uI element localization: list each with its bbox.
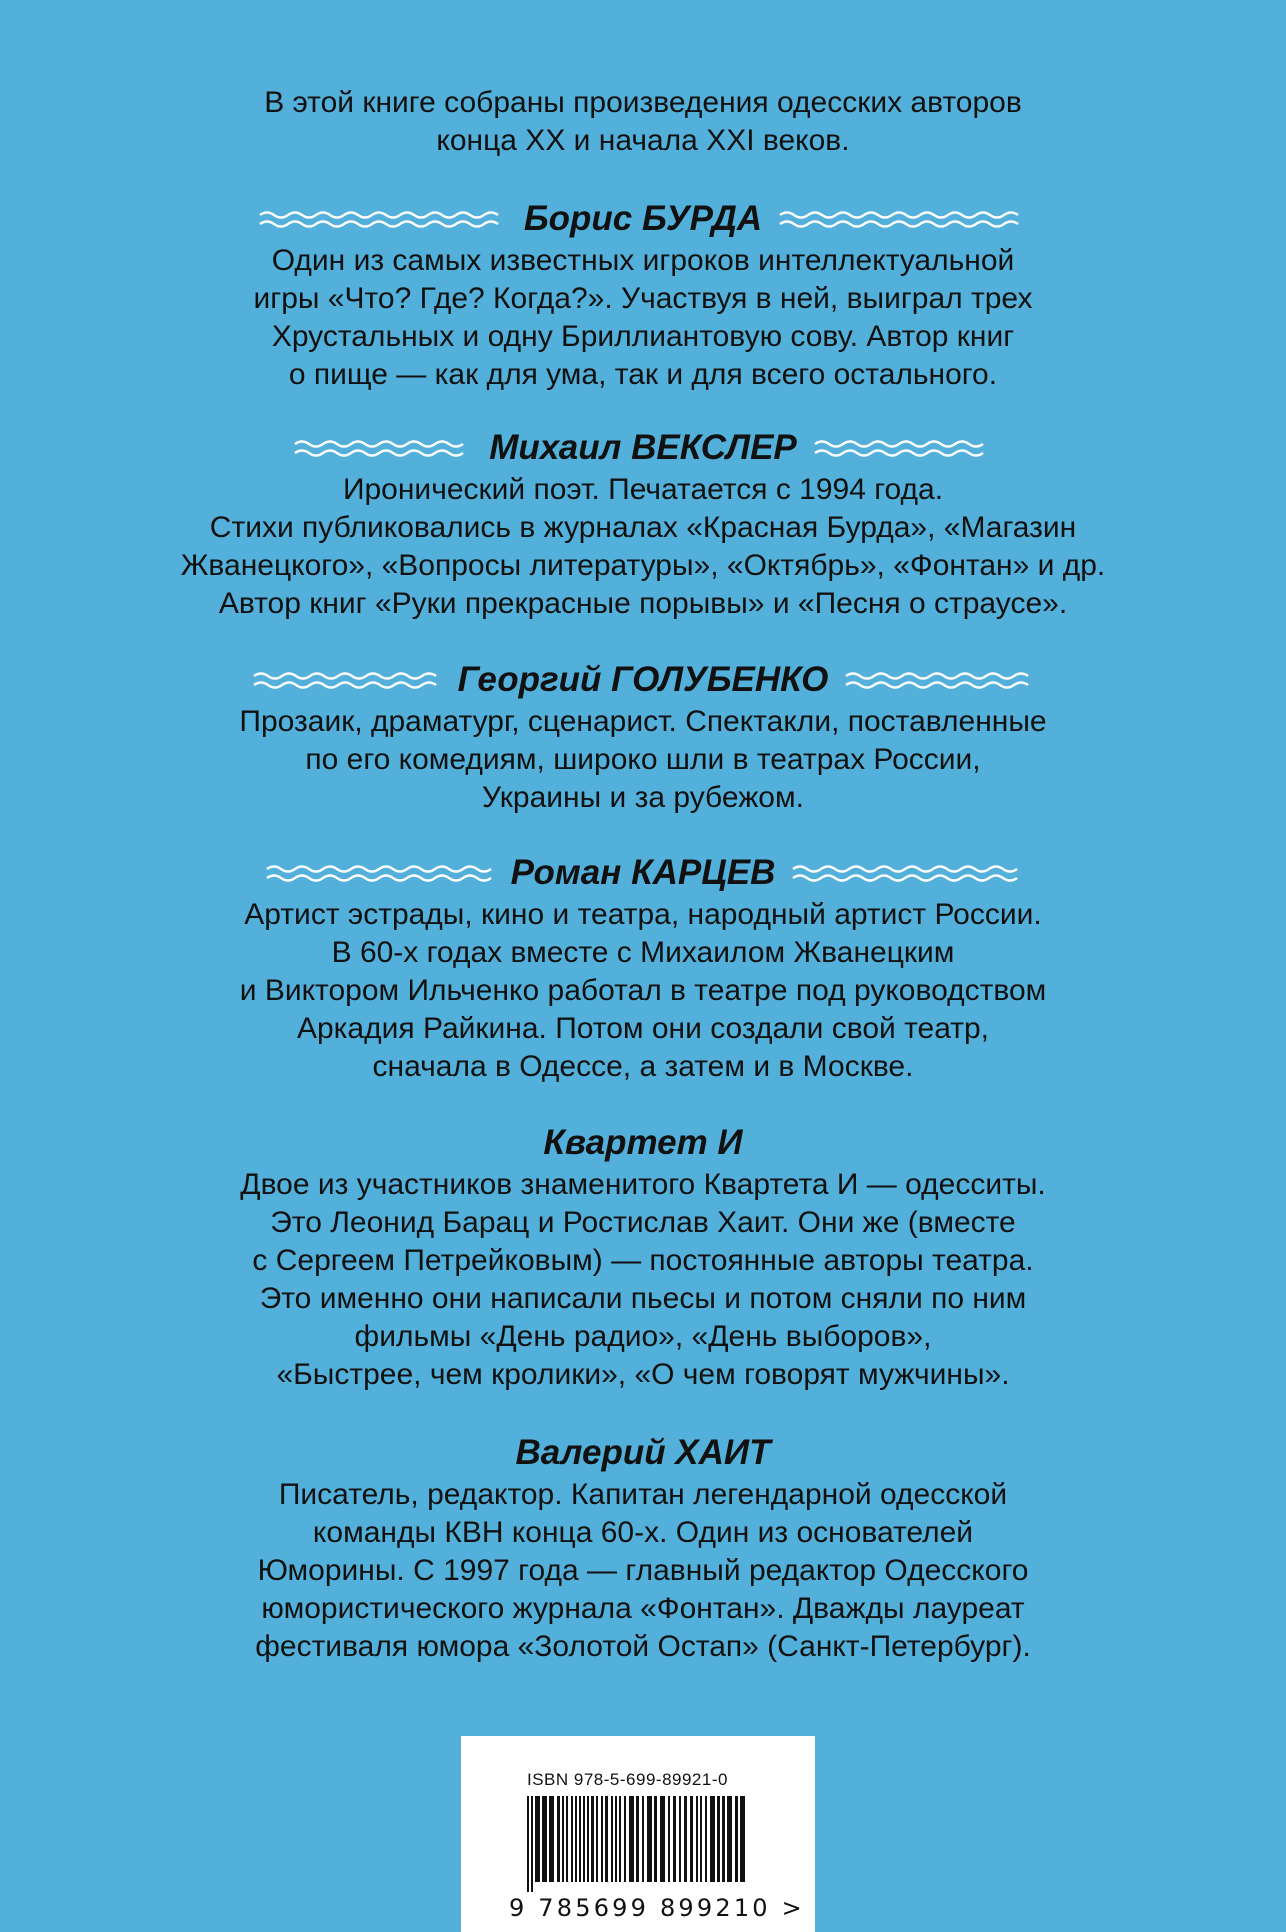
author-name: Борис БУРДА — [523, 199, 763, 238]
wave-decoration-right — [844, 669, 1034, 691]
bio-line: Автор книг «Руки прекрасные порывы» и «Песня о страусе». — [218, 587, 1068, 620]
author-bio — [0, 1476, 1286, 1666]
barcode-bar — [696, 1796, 698, 1882]
bio-line: фестиваля юмора «Золотой Остап» (Санкт-Петербург). — [255, 1630, 1031, 1663]
barcode-bar — [615, 1796, 617, 1882]
barcode-bar — [619, 1796, 621, 1882]
barcode-bar — [566, 1796, 568, 1882]
wave-decoration-left — [258, 208, 508, 230]
wave-line — [780, 222, 1018, 227]
bio-line: Это Леонид Барац и Ростислав Хаит. Они же (вместе — [270, 1206, 1016, 1239]
barcode-bar — [557, 1796, 560, 1882]
wave-line — [260, 213, 498, 218]
barcode-bar — [596, 1796, 598, 1882]
barcode-bar — [660, 1796, 665, 1882]
author-section-khait — [0, 1430, 1286, 1666]
barcode-bar — [575, 1796, 577, 1882]
barcode-bar — [705, 1796, 707, 1882]
wave-line — [815, 451, 983, 456]
wave-line — [254, 674, 436, 679]
barcode-bar — [605, 1796, 608, 1882]
author-heading — [0, 1120, 1286, 1166]
barcode-bar — [591, 1796, 594, 1882]
wave-line — [780, 213, 1018, 218]
barcode-bar — [562, 1796, 564, 1882]
bio-line: Двое из участников знаменитого Квартета И — одесситы. — [240, 1168, 1046, 1201]
author-name: Михаил ВЕКСЛЕР — [489, 428, 797, 467]
isbn-text: ISBN 978-5-699-89921-0 — [527, 1770, 728, 1789]
author-section-kartsev — [0, 850, 1286, 1086]
bio-line: игры «Что? Где? Когда?». Участвуя в ней, выиграл трех — [253, 282, 1033, 315]
barcode-bar — [722, 1796, 725, 1882]
bio-line: по его комедиям, широко шли в театрах России, — [305, 743, 981, 776]
author-section-golubenko — [0, 657, 1286, 817]
wave-decoration-left — [252, 669, 442, 691]
barcode-panel — [461, 1736, 815, 1932]
barcode-bar — [717, 1796, 720, 1882]
intro-text — [0, 84, 1286, 160]
author-bio — [0, 471, 1286, 623]
wave-line — [793, 867, 1017, 872]
wave-line — [267, 876, 491, 881]
bio-line: и Виктором Ильченко работал в театре под руководством — [239, 974, 1047, 1007]
intro-line: В этой книге собраны произведения одесских авторов — [264, 86, 1022, 119]
bio-line: В 60-х годах вместе с Михаилом Жванецким — [331, 936, 955, 969]
wave-decoration-right — [813, 437, 993, 459]
wave-line — [793, 876, 1017, 881]
barcode-bar — [679, 1796, 681, 1882]
barcode-bar — [740, 1796, 745, 1882]
bio-line: о пище — как для ума, так и для всего остального. — [288, 358, 998, 391]
author-section-kvartet-i — [0, 1120, 1286, 1394]
author-name: Квартет И — [543, 1123, 743, 1162]
author-name: Георгий ГОЛУБЕНКО — [457, 660, 829, 699]
author-heading — [0, 425, 1286, 471]
bio-line: фильмы «День радио», «День выборов», — [354, 1320, 932, 1353]
wave-decoration-right — [778, 208, 1028, 230]
bio-line: команды КВН конца 60-х. Один из основателей — [312, 1516, 974, 1549]
barcode-bar — [690, 1796, 693, 1882]
bio-line: Аркадия Райкина. Потом они создали свой театр, — [296, 1012, 990, 1045]
wave-line — [846, 674, 1028, 679]
wave-line — [295, 451, 463, 456]
barcode-bar — [700, 1796, 702, 1882]
barcode-bar — [654, 1796, 657, 1882]
barcode-bar — [549, 1796, 554, 1882]
wave-line — [267, 867, 491, 872]
author-heading — [0, 1430, 1286, 1476]
author-heading — [0, 196, 1286, 242]
barcode-digits: 9 785699 899210 > — [509, 1894, 805, 1922]
wave-line — [260, 222, 498, 227]
barcode-bar — [629, 1796, 634, 1882]
bio-line: Стихи публиковались в журналах «Красная Бурда», «Магазин — [209, 511, 1077, 544]
barcode-bar — [673, 1796, 676, 1882]
barcode-bar — [727, 1796, 732, 1882]
wave-decoration-left — [265, 862, 495, 884]
author-name: Валерий ХАИТ — [515, 1433, 771, 1472]
bio-line: Украины и за рубежом. — [482, 781, 804, 814]
barcode-bar — [684, 1796, 687, 1882]
barcode-bar — [587, 1796, 589, 1882]
barcode-bar — [735, 1796, 738, 1882]
wave-decoration-left — [293, 437, 473, 459]
bio-line: Писатель, редактор. Капитан легендарной одесской — [278, 1478, 1008, 1511]
barcode-bar — [583, 1796, 585, 1882]
bio-line: Жванецкого», «Вопросы литературы», «Октябрь», «Фонтан» и др. — [180, 549, 1106, 582]
author-name: Роман КАРЦЕВ — [510, 853, 776, 892]
author-heading — [0, 850, 1286, 896]
author-bio — [0, 1166, 1286, 1394]
wave-line — [815, 442, 983, 447]
barcode-bar — [710, 1796, 715, 1882]
bio-line: Артист эстрады, кино и театра, народный артист России. — [244, 898, 1042, 931]
bio-line: юмористического журнала «Фонтан». Дважды лауреат — [261, 1592, 1025, 1625]
author-section-veksler — [0, 425, 1286, 623]
barcode-bar — [642, 1796, 644, 1882]
barcode-icon — [525, 1796, 751, 1892]
barcode-bar — [571, 1796, 573, 1882]
barcode-bar — [647, 1796, 652, 1882]
barcode-bar — [601, 1796, 603, 1882]
wave-line — [295, 442, 463, 447]
bio-line: Один из самых известных игроков интеллектуальной — [271, 244, 1015, 277]
barcode-bar — [668, 1796, 670, 1882]
bio-line: Это именно они написали пьесы и потом сняли по ним — [259, 1282, 1027, 1315]
barcode-bar — [527, 1796, 529, 1892]
bio-line: «Быстрее, чем кролики», «О чем говорят мужчины». — [276, 1358, 1010, 1391]
author-bio — [0, 703, 1286, 817]
intro-line: конца ХХ и начала XXI веков. — [436, 124, 850, 157]
wave-line — [254, 683, 436, 688]
bio-line: Иронический поэт. Печатается с 1994 года. — [342, 473, 944, 506]
bio-line: Юморины. С 1997 года — главный редактор Одесского — [257, 1554, 1029, 1587]
bio-line: с Сергеем Петрейковым) — постоянные авторы театра. — [252, 1244, 1034, 1277]
barcode-bar — [611, 1796, 613, 1882]
barcode-bar — [542, 1796, 547, 1882]
bio-line: Прозаик, драматург, сценарист. Спектакли, поставленные — [239, 705, 1047, 738]
barcode-bar — [636, 1796, 639, 1882]
author-section-burda — [0, 196, 1286, 394]
author-bio — [0, 896, 1286, 1086]
author-bio — [0, 242, 1286, 394]
barcode-bar — [579, 1796, 581, 1882]
barcode-bar — [535, 1796, 540, 1882]
barcode-bar — [624, 1796, 626, 1882]
author-heading — [0, 657, 1286, 703]
bio-line: Хрустальных и одну Бриллиантовую сову. Автор книг — [271, 320, 1015, 353]
barcode-bar — [531, 1796, 533, 1892]
bio-line: сначала в Одессе, а затем и в Москве. — [372, 1050, 914, 1083]
wave-line — [846, 683, 1028, 688]
wave-decoration-right — [791, 862, 1021, 884]
